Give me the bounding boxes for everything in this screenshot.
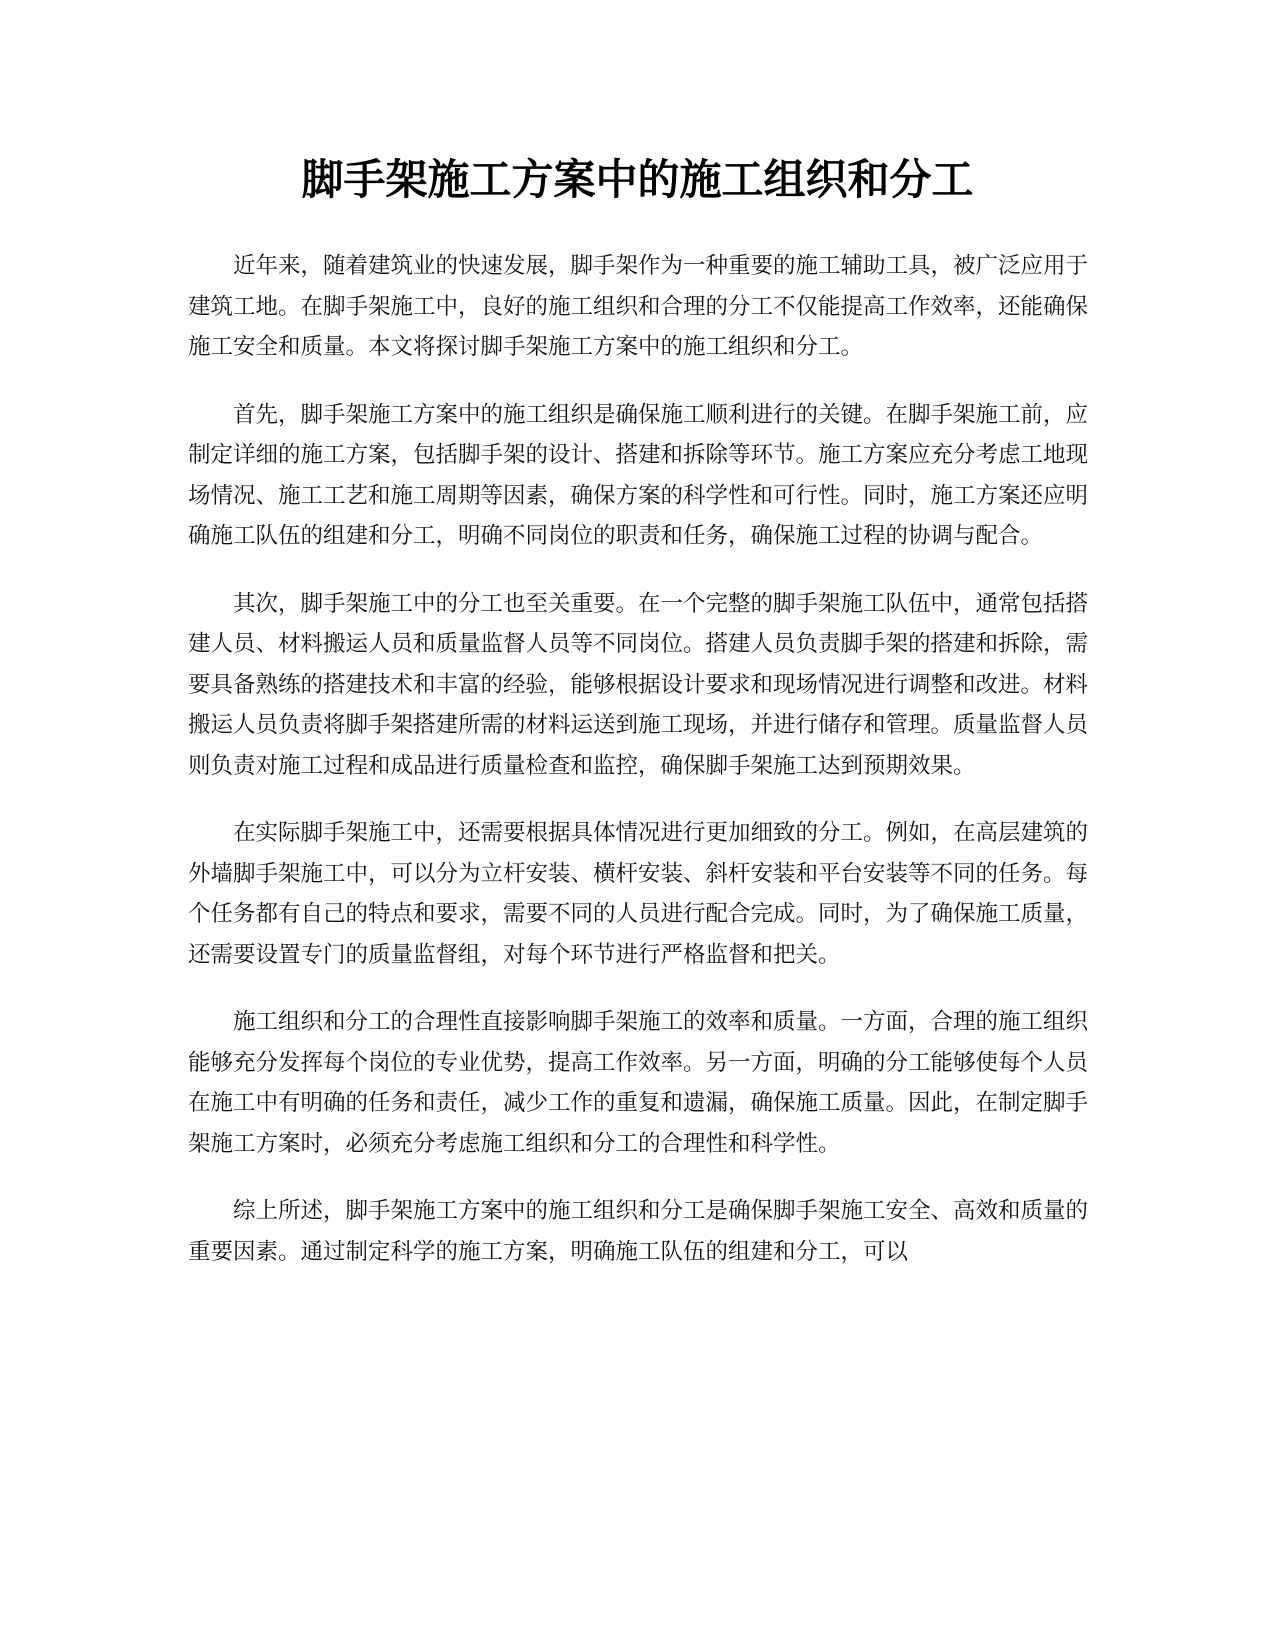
- paragraph-detailed-division: 在实际脚手架施工中，还需要根据具体情况进行更加细致的分工。例如，在高层建筑的外墙脚手架施工中，可以分为立杆安装、横杆安装、斜杆安装和平台安装等不同的任务。每个任务都有自己的特点和要求，需要不同的人员进行配合完成。同时，为了确保施工质量，还需要设置专门的质量监督组，对每个环节进行严格监督和把关。: [188, 820, 1089, 968]
- paragraph-division: 其次，脚手架施工中的分工也至关重要。在一个完整的脚手架施工队伍中，通常包括搭建人员、材料搬运人员和质量监督人员等不同岗位。搭建人员负责脚手架的搭建和拆除，需要具备熟练的搭建技术和丰富的经验，能够根据设计要求和现场情况进行调整和改进。材料搬运人员负责将脚手架搭建所需的材料运送到施工现场，并进行储存和管理。质量监督人员则负责对施工过程和成品进行质量检查和监控，确保脚手架施工达到预期效果。: [188, 590, 1089, 779]
- document-title: 脚手架施工方案中的施工组织和分工: [301, 155, 974, 204]
- document-body: [188, 246, 1088, 1299]
- paragraph-rationality: 施工组织和分工的合理性直接影响脚手架施工的效率和质量。一方面，合理的施工组织能够充分发挥每个岗位的专业优势，提高工作效率。另一方面，明确的分工能够使每个人员在施工中有明确的任务和责任，减少工作的重复和遗漏，确保施工质量。因此，在制定脚手架施工方案时，必须充分考虑施工组织和分工的合理性和科学性。: [188, 1009, 1089, 1157]
- paragraph-intro: 近年来，随着建筑业的快速发展，脚手架作为一种重要的施工辅助工具，被广泛应用于建筑工地。在脚手架施工中，良好的施工组织和合理的分工不仅能提高工作效率，还能确保施工安全和质量。本文将探讨脚手架施工方案中的施工组织和分工。: [188, 253, 1089, 360]
- paragraph-conclusion: 综上所述，脚手架施工方案中的施工组织和分工是确保脚手架施工安全、高效和质量的重要因素。通过制定科学的施工方案，明确施工队伍的组建和分工，可以: [188, 1198, 1089, 1265]
- paragraph-organization: 首先，脚手架施工方案中的施工组织是确保施工顺利进行的关键。在脚手架施工前，应制定详细的施工方案，包括脚手架的设计、搭建和拆除等环节。施工方案应充分考虑工地现场情况、施工工艺和施工周期等因素，确保方案的科学性和可行性。同时，施工方案还应明确施工队伍的组建和分工，明确不同岗位的职责和任务，确保施工过程的协调与配合。: [188, 401, 1089, 549]
